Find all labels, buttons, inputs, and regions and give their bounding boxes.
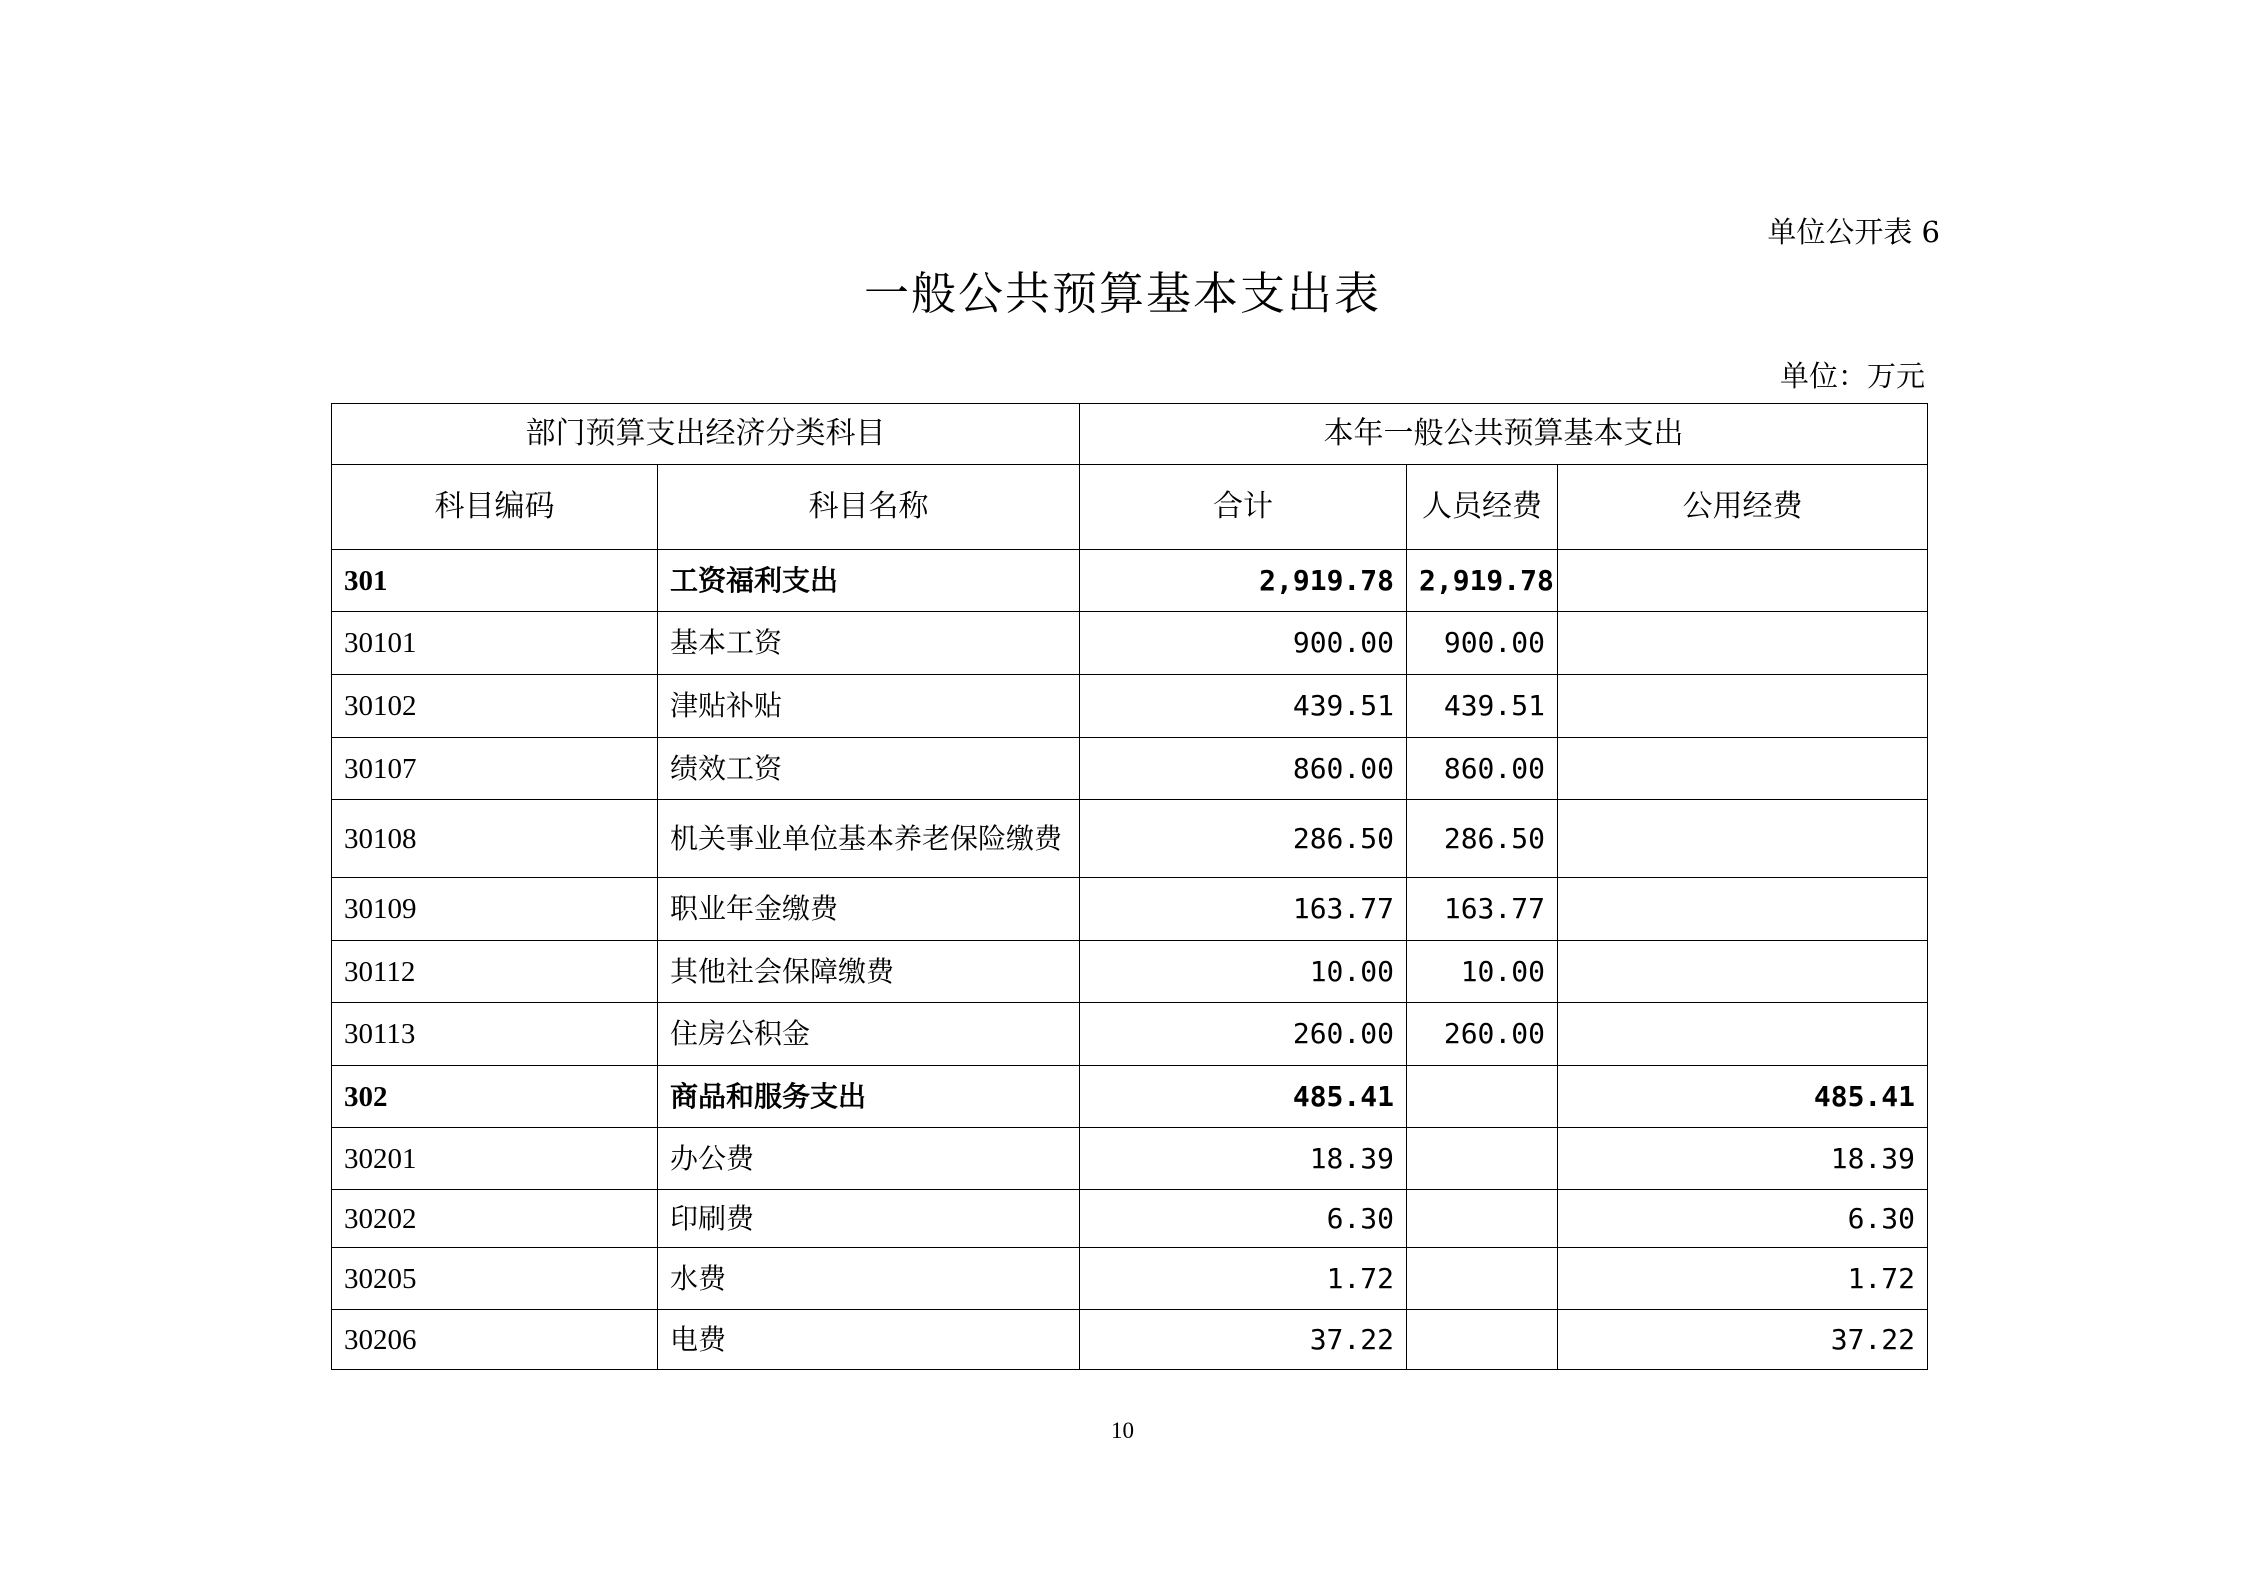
row-name: 水费: [658, 1248, 1080, 1310]
row-personnel: 286.50: [1407, 800, 1558, 878]
row-public: [1558, 612, 1928, 675]
row-code: 30102: [332, 675, 658, 738]
table-row: [332, 1190, 1928, 1248]
table-row: [332, 1248, 1928, 1310]
row-code: 30108: [332, 800, 658, 878]
row-name: 机关事业单位基本养老保险缴费: [658, 800, 1080, 878]
row-public: 37.22: [1558, 1310, 1928, 1370]
table-row: [332, 738, 1928, 800]
row-total: 2,919.78: [1080, 550, 1407, 612]
row-name: 住房公积金: [658, 1003, 1080, 1066]
table-row: [332, 878, 1928, 941]
table-row: [332, 800, 1928, 878]
row-code: 30112: [332, 941, 658, 1003]
row-personnel: 163.77: [1407, 878, 1558, 941]
row-public: [1558, 675, 1928, 738]
row-name: 工资福利支出: [658, 550, 1080, 612]
row-public: [1558, 1003, 1928, 1066]
row-public: [1558, 800, 1928, 878]
row-personnel: 10.00: [1407, 941, 1558, 1003]
row-total: 260.00: [1080, 1003, 1407, 1066]
table-row: [332, 1066, 1928, 1128]
row-total: 18.39: [1080, 1128, 1407, 1190]
row-personnel: 260.00: [1407, 1003, 1558, 1066]
row-code: 30109: [332, 878, 658, 941]
row-personnel: 900.00: [1407, 612, 1558, 675]
table-row: [332, 550, 1928, 612]
group-header-classification: 部门预算支出经济分类科目: [332, 404, 1080, 465]
row-personnel: [1407, 1248, 1558, 1310]
column-header-public: 公用经费: [1558, 465, 1928, 550]
group-header-expenditure: 本年一般公共预算基本支出: [1080, 404, 1928, 465]
column-header-code: 科目编码: [332, 465, 658, 550]
row-public: 18.39: [1558, 1128, 1928, 1190]
row-total: 485.41: [1080, 1066, 1407, 1128]
table-row: [332, 1310, 1928, 1370]
table-row: [332, 612, 1928, 675]
row-name: 津贴补贴: [658, 675, 1080, 738]
row-total: 6.30: [1080, 1190, 1407, 1248]
row-public: 6.30: [1558, 1190, 1928, 1248]
row-total: 163.77: [1080, 878, 1407, 941]
row-total: 37.22: [1080, 1310, 1407, 1370]
column-header-row: [332, 465, 1928, 550]
row-code: 30201: [332, 1128, 658, 1190]
row-code: 301: [332, 550, 658, 612]
row-public: [1558, 878, 1928, 941]
row-total: 439.51: [1080, 675, 1407, 738]
row-name: 基本工资: [658, 612, 1080, 675]
row-public: [1558, 550, 1928, 612]
row-name: 其他社会保障缴费: [658, 941, 1080, 1003]
row-code: 30101: [332, 612, 658, 675]
row-public: [1558, 941, 1928, 1003]
row-name: 办公费: [658, 1128, 1080, 1190]
row-personnel: [1407, 1190, 1558, 1248]
row-total: 900.00: [1080, 612, 1407, 675]
row-personnel: 439.51: [1407, 675, 1558, 738]
row-name: 印刷费: [658, 1190, 1080, 1248]
row-code: 30205: [332, 1248, 658, 1310]
column-header-total: 合计: [1080, 465, 1407, 550]
row-personnel: 860.00: [1407, 738, 1558, 800]
column-header-name: 科目名称: [658, 465, 1080, 550]
row-total: 10.00: [1080, 941, 1407, 1003]
row-total: 286.50: [1080, 800, 1407, 878]
row-code: 30113: [332, 1003, 658, 1066]
row-name: 电费: [658, 1310, 1080, 1370]
row-public: 1.72: [1558, 1248, 1928, 1310]
row-name: 商品和服务支出: [658, 1066, 1080, 1128]
row-public: [1558, 738, 1928, 800]
group-header-row: [332, 404, 1928, 465]
row-total: 1.72: [1080, 1248, 1407, 1310]
unit-label: 单位：万元: [1779, 359, 1925, 393]
row-name: 职业年金缴费: [658, 878, 1080, 941]
page-title: 一般公共预算基本支出表: [863, 267, 1381, 320]
row-code: 30107: [332, 738, 658, 800]
row-personnel: 2,919.78: [1407, 550, 1558, 612]
row-personnel: [1407, 1066, 1558, 1128]
column-header-personnel: 人员经费: [1407, 465, 1558, 550]
table-row: [332, 1128, 1928, 1190]
page-number: 10: [1111, 1418, 1134, 1443]
budget-table: [331, 403, 1928, 1370]
table-row: [332, 675, 1928, 738]
row-code: 302: [332, 1066, 658, 1128]
row-code: 30202: [332, 1190, 658, 1248]
row-personnel: [1407, 1310, 1558, 1370]
table-row: [332, 941, 1928, 1003]
table-row: [332, 1003, 1928, 1066]
row-name: 绩效工资: [658, 738, 1080, 800]
row-personnel: [1407, 1128, 1558, 1190]
row-total: 860.00: [1080, 738, 1407, 800]
row-code: 30206: [332, 1310, 658, 1370]
row-public: 485.41: [1558, 1066, 1928, 1128]
table-label: 单位公开表 6: [1767, 215, 1940, 249]
